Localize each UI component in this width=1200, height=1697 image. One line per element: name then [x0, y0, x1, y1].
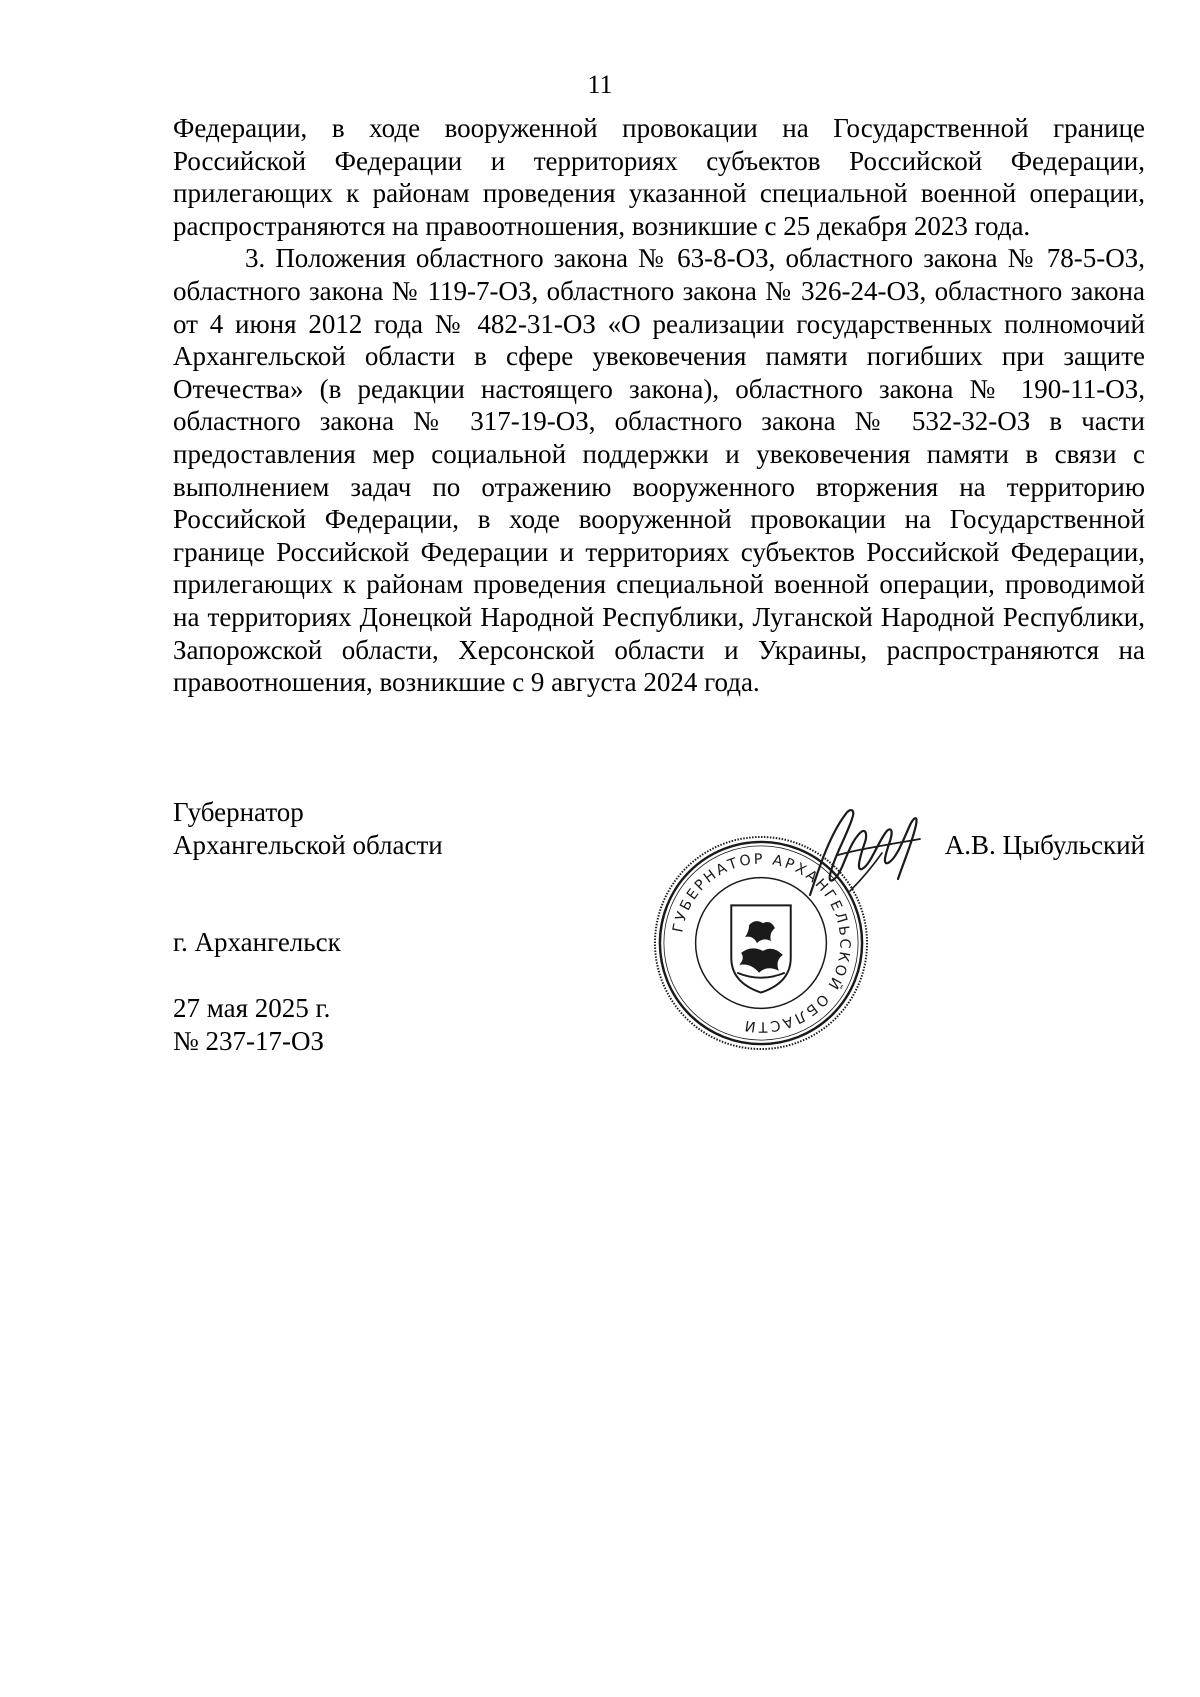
- paragraph-continuation: Федерации, в ходе вооруженной провокации на Государственной границе Российской Федерации и территориях субъектов Российской Федерации, прилегающих к районам проведения указанной специальной военной операции, распространяются на правоотношения, возникшие с 25 декабря 2023 года.: [173, 113, 1145, 241]
- governor-title-line-2: Архангельской области: [173, 830, 443, 860]
- seal-ring-text: ГУБЕРНАТОР АРХАНГЕЛЬСКОЙ ОБЛАСТИ: [670, 851, 853, 1035]
- city: г. Архангельск: [173, 927, 341, 957]
- law-number: № 237-17-ОЗ: [173, 1026, 325, 1056]
- law-text: [173, 112, 1145, 699]
- paragraph-item-3: 3. Положения областного закона № 63-8-ОЗ, областного закона № 78-5-ОЗ, областного закона № 119-7-ОЗ, областного закона № 326-24-ОЗ, областного закона от 4 июня 2012 года № 482-31-ОЗ «О реализации государственных полномочий Архангельской области в сфере увековечения памяти погибших при защите Отечества» (в редакции настоящего закона), областного закона № 190-11-ОЗ, областного закона № 317-19-ОЗ, областного закона № 532-32-ОЗ в части предоставления мер социальной поддержки и увековечения памяти в связи с выполнением задач по отражению вооруженного вторжения на территорию Российской Федерации, в ходе вооруженной провокации на Государственной границе Российской Федерации и территориях субъектов Российской Федерации, прилегающих к районам проведения специальной военной операции, проводимой на территориях Донецкой Народной Республики, Луганской Народной Республики, Запорожской области, Херсонской области и Украины, распространяются на правоотношения, возникшие с 9 августа 2024 года.: [173, 243, 1145, 698]
- coat-of-arms-icon: [731, 905, 790, 992]
- page-number: 11: [587, 70, 613, 99]
- governor-title: [173, 796, 443, 862]
- signing-date: 27 мая 2025 г.: [173, 993, 331, 1023]
- governor-title-line-1: Губернатор: [173, 797, 304, 827]
- handwritten-signature: [790, 795, 940, 915]
- governor-name: А.В. Цыбульский: [944, 830, 1145, 860]
